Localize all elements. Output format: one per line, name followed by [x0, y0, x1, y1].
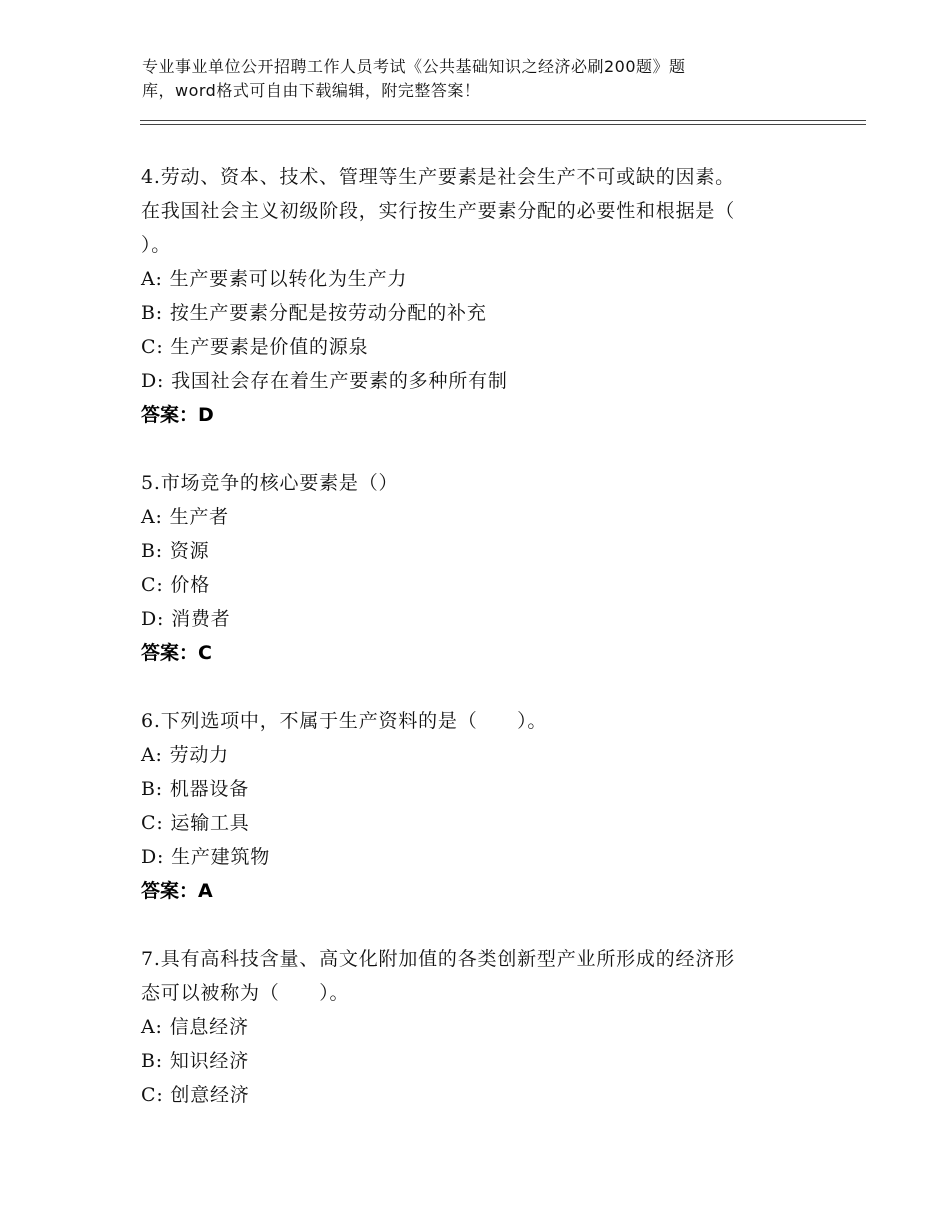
option-letter: B: [141, 778, 170, 800]
question-text: 在我国社会主义初级阶段，实行按生产要素分配的必要性和根据是（ [141, 200, 736, 222]
option-text: 生产要素是价值的源泉 [170, 336, 369, 358]
option-letter: D: [141, 846, 172, 868]
option-text: 信息经济 [169, 1016, 249, 1038]
option-b [141, 772, 841, 806]
option-a [141, 262, 841, 296]
question-text: 4.劳动、资本、技术、管理等生产要素是社会生产不可或缺的因素。 [141, 166, 735, 188]
option-letter: A: [141, 506, 170, 528]
option-letter: B: [141, 540, 170, 562]
option-letter: A: [141, 744, 170, 766]
question-4 [141, 160, 841, 432]
option-text: 价格 [170, 574, 210, 596]
option-c [141, 806, 841, 840]
option-letter: D: [141, 370, 172, 392]
option-letter: B: [141, 1050, 170, 1072]
option-b [141, 1044, 841, 1078]
question-5 [141, 466, 841, 670]
option-b [141, 296, 841, 330]
question-text: 态可以被称为（ ）。 [141, 982, 350, 1004]
option-text: 我国社会存在着生产要素的多种所有制 [171, 370, 508, 392]
option-text: 劳动力 [169, 744, 229, 766]
option-text: 消费者 [171, 608, 231, 630]
option-a [141, 1010, 841, 1044]
question-list [141, 160, 841, 1146]
option-text: 机器设备 [169, 778, 250, 800]
option-letter: C: [141, 1084, 171, 1106]
option-d [141, 364, 841, 398]
option-text: 知识经济 [169, 1050, 250, 1072]
option-text: 生产者 [169, 506, 229, 528]
option-text: 生产建筑物 [171, 846, 271, 868]
header-line-2: 库，word格式可自由下载编辑，附完整答案！ [142, 81, 481, 100]
question-7 [141, 942, 841, 1112]
option-text: 资源 [169, 540, 210, 562]
option-b [141, 534, 841, 568]
document-header [142, 55, 782, 103]
option-d [141, 840, 841, 874]
option-a [141, 500, 841, 534]
answer-line: 答案：C [141, 642, 212, 664]
option-a [141, 738, 841, 772]
answer-line: 答案：D [141, 404, 214, 426]
option-text: 运输工具 [170, 812, 250, 834]
option-d [141, 602, 841, 636]
option-c [141, 568, 841, 602]
option-letter: B: [141, 302, 170, 324]
option-text: 创意经济 [170, 1084, 250, 1106]
option-letter: A: [141, 1016, 170, 1038]
question-text: 7.具有高科技含量、高文化附加值的各类创新型产业所形成的经济形 [141, 948, 735, 970]
option-letter: A: [141, 268, 170, 290]
option-letter: C: [141, 812, 171, 834]
question-text: 6.下列选项中，不属于生产资料的是（ ）。 [141, 710, 548, 732]
question-6 [141, 704, 841, 908]
option-text: 按生产要素分配是按劳动分配的补充 [169, 302, 487, 324]
option-c [141, 1078, 841, 1112]
option-letter: D: [141, 608, 172, 630]
option-c [141, 330, 841, 364]
question-text: 5.市场竞争的核心要素是（） [141, 472, 399, 494]
question-text: ）。 [141, 234, 172, 256]
option-text: 生产要素可以转化为生产力 [169, 268, 408, 290]
answer-line: 答案：A [141, 880, 213, 902]
option-letter: C: [141, 574, 171, 596]
header-line-1: 专业事业单位公开招聘工作人员考试《公共基础知识之经济必刷200题》题 [142, 57, 686, 76]
header-divider [140, 120, 866, 125]
option-letter: C: [141, 336, 171, 358]
